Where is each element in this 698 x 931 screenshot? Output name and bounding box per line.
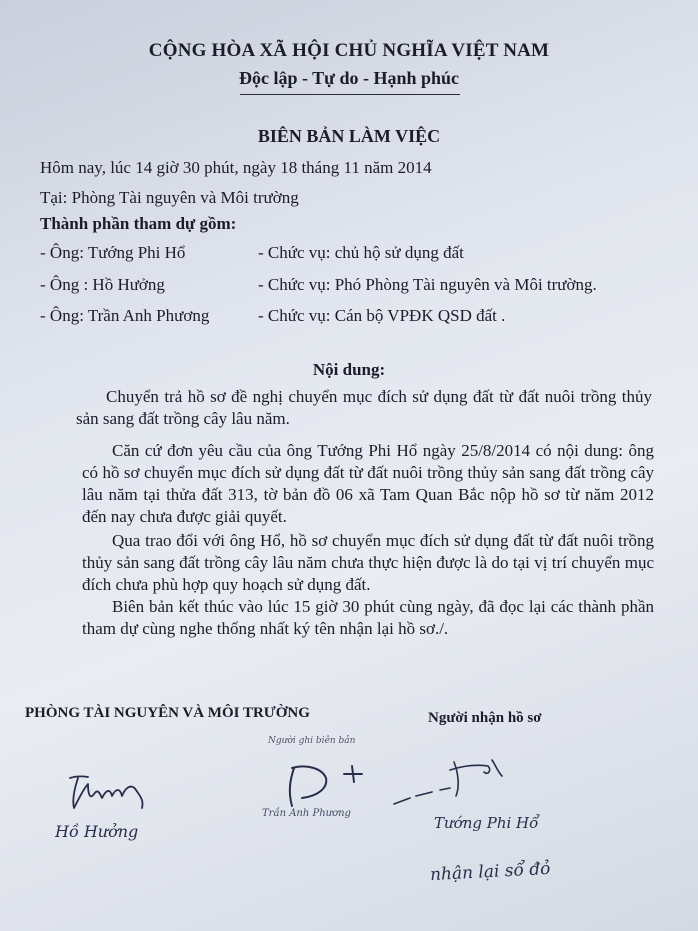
participants-heading: Thành phần tham dự gồm:: [40, 214, 237, 233]
handwritten-name-middle: Trần Anh Phương: [262, 808, 351, 819]
document-title: BIÊN BẢN LÀM VIỆC: [257, 126, 441, 146]
content-paragraph: Chuyển trả hồ sơ đề nghị chuyển mục đích sử dụng đất từ đất nuôi trồng thủy sản sang đất trồng cây lâu năm.: [76, 387, 652, 428]
handwritten-name-left: Hồ Hưởng: [55, 822, 139, 841]
participant-name: - Ông: Tướng Phi Hổ: [40, 243, 186, 262]
office-signature-title: PHÒNG TÀI NGUYÊN VÀ MÔI TRƯỜNG: [25, 705, 310, 721]
national-motto: Độc lập - Tự do - Hạnh phúc: [238, 68, 460, 88]
content-paragraph: Qua trao đổi với ông Hổ, hồ sơ chuyển mục đích sử dụng đất từ đất nuôi trồng thủy sản sang đất trồng cây lâu năm chưa thực hiện được là do tại vị trí chuyển mục đích chưa phù hợp quy hoạch sử dụng đất.: [82, 531, 654, 594]
participant-role: - Chức vụ: Cán bộ VPĐK QSD đất .: [258, 306, 506, 325]
handwritten-note: Người ghi biên bản: [268, 736, 356, 746]
handwritten-name-right: Tướng Phi Hổ: [434, 814, 539, 832]
content-heading: Nội dung:: [312, 360, 386, 379]
participant-name: - Ông: Trần Anh Phương: [40, 306, 210, 325]
national-title: CỘNG HÒA XÃ HỘI CHỦ NGHĨA VIỆT NAM: [148, 40, 550, 61]
date-line: Hôm nay, lúc 14 giờ 30 phút, ngày 18 tháng 11 năm 2014: [40, 158, 432, 177]
signature-middle: [282, 762, 372, 812]
place-line: Tại: Phòng Tài nguyên và Môi trường: [40, 188, 299, 207]
participant-name: - Ông : Hồ Hưởng: [40, 275, 165, 294]
content-paragraph: Biên bản kết thúc vào lúc 15 giờ 30 phút cùng ngày, đã đọc lại các thành phần tham dự cùng nghe thống nhất ký tên nhận lại hồ sơ./.: [82, 597, 654, 638]
recipient-signature-title: Người nhận hồ sơ: [428, 710, 542, 726]
content-paragraph: Căn cứ đơn yêu cầu của ông Tướng Phi Hổ ngày 25/8/2014 có nội dung: ông có hồ sơ chuyển mục đích sử dụng đất từ đất nuôi trồng thủy sản sang đất trồng cây lâu năm tại thửa đất 313, tờ bản đồ 06 xã Tam Quan Bắc nộp hồ sơ từ năm 2012 đến nay chưa được giải quyết.: [82, 441, 654, 526]
signature-right: [392, 752, 542, 812]
handwritten-receipt-note: nhận lại sổ đỏ: [429, 858, 551, 886]
participant-role: - Chức vụ: Phó Phòng Tài nguyên và Môi trường.: [258, 275, 597, 294]
motto-underline: [240, 94, 460, 95]
signature-left: [62, 770, 172, 820]
participant-role: - Chức vụ: chủ hộ sử dụng đất: [258, 243, 464, 262]
